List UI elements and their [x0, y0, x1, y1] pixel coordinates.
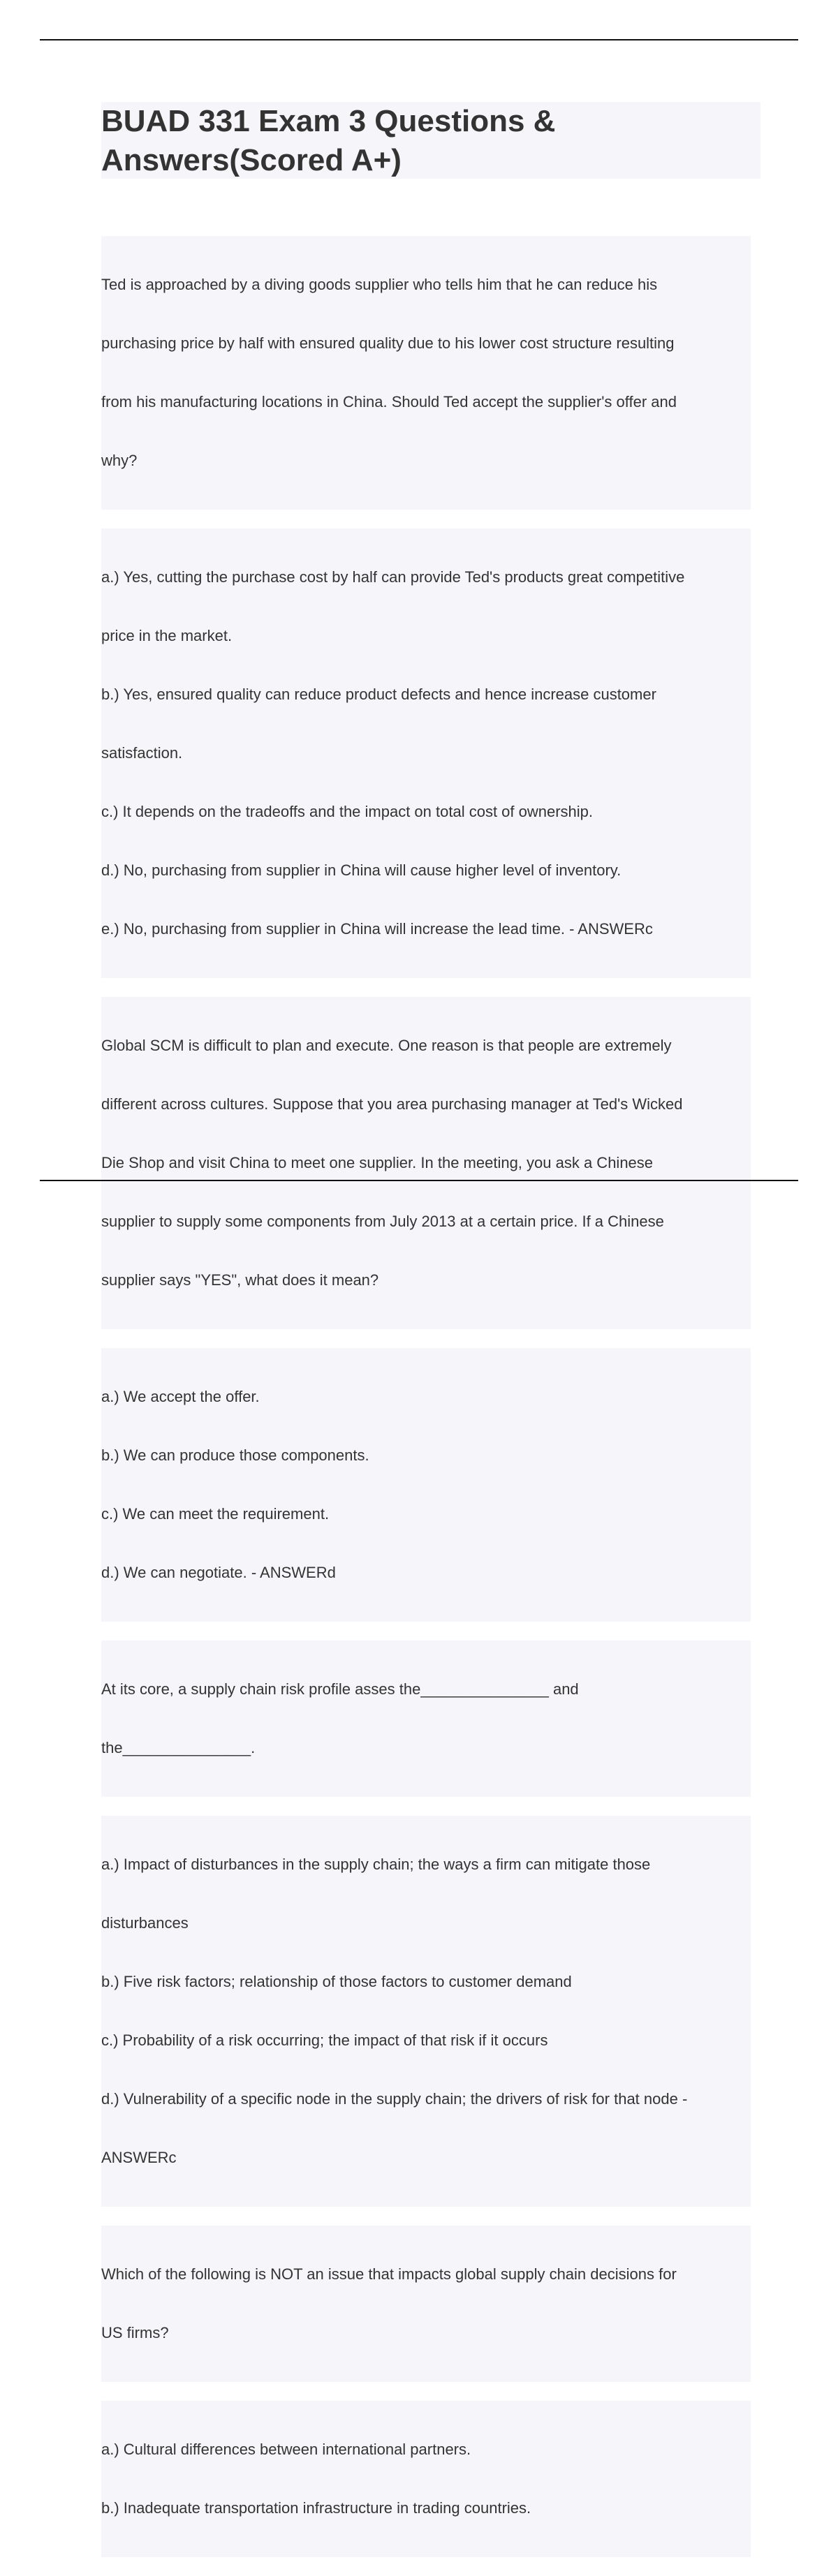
option-line: d.) We can negotiate. - ANSWERd — [101, 1564, 336, 1581]
option-line: ANSWERc — [101, 2149, 177, 2166]
prompt-line: why? — [101, 452, 138, 469]
question-3-options — [101, 1816, 751, 2207]
question-3 — [101, 1641, 751, 1797]
option-line: b.) Yes, ensured quality can reduce product defects and hence increase customer — [101, 686, 656, 703]
question-2 — [101, 997, 751, 1329]
option-line: b.) Five risk factors; relationship of those factors to customer demand — [101, 1973, 572, 1990]
title-line: BUAD 331 Exam 3 Questions & — [101, 104, 556, 138]
question-2-options — [101, 1348, 751, 1622]
option-line: satisfaction. — [101, 744, 183, 762]
question-prompt — [101, 2226, 751, 2382]
prompt-line: US firms? — [101, 2324, 169, 2341]
option-line: a.) Cultural differences between international partners. — [101, 2441, 471, 2458]
option-line: a.) Impact of disturbances in the supply chain; the ways a firm can mitigate those — [101, 1856, 651, 1873]
option-line: d.) No, purchasing from supplier in China will cause higher level of inventory. — [101, 861, 622, 879]
option-line: d.) Vulnerability of a specific node in the supply chain; the drivers of risk for that node - — [101, 2090, 688, 2108]
question-prompt — [101, 236, 751, 510]
answer-options — [101, 1348, 751, 1622]
title-line: Answers(Scored A+) — [101, 143, 402, 177]
option-line: disturbances — [101, 1914, 189, 1932]
option-line: c.) It depends on the tradeoffs and the impact on total cost of ownership. — [101, 803, 594, 820]
prompt-line: purchasing price by half with ensured quality due to his lower cost structure resulting — [101, 334, 675, 352]
option-line: a.) We accept the offer. — [101, 1388, 260, 1405]
prompt-line: different across cultures. Suppose that you area purchasing manager at Ted's Wicked — [101, 1095, 683, 1113]
option-line: b.) Inadequate transportation infrastructure in trading countries. — [101, 2499, 531, 2517]
option-line: c.) We can meet the requirement. — [101, 1505, 330, 1523]
prompt-line: supplier says "YES", what does it mean? — [101, 1271, 379, 1289]
question-1-options — [101, 528, 751, 978]
question-4 — [101, 2226, 751, 2382]
document-title — [101, 102, 760, 180]
answer-options — [101, 2401, 751, 2557]
prompt-line: supplier to supply some components from July 2013 at a certain price. If a Chinese — [101, 1213, 664, 1230]
option-line: e.) No, purchasing from supplier in China will increase the lead time. - ANSWERc — [101, 920, 653, 938]
prompt-line: Which of the following is NOT an issue that impacts global supply chain decisions for — [101, 2265, 677, 2283]
option-line: c.) Probability of a risk occurring; the impact of that risk if it occurs — [101, 2031, 548, 2049]
answer-options — [101, 1816, 751, 2207]
question-prompt — [101, 997, 751, 1329]
prompt-line: At its core, a supply chain risk profile asses the_______________ and — [101, 1680, 579, 1698]
prompt-line: the_______________. — [101, 1739, 256, 1756]
answer-options — [101, 528, 751, 978]
top-rule — [40, 39, 798, 40]
title-box — [101, 102, 760, 179]
question-4-options — [101, 2401, 751, 2557]
question-prompt — [101, 1641, 751, 1797]
option-line: a.) Yes, cutting the purchase cost by half can provide Ted's products great competitive — [101, 568, 685, 586]
option-line: price in the market. — [101, 627, 233, 644]
document-body — [101, 236, 751, 2576]
prompt-line: Global SCM is difficult to plan and execute. One reason is that people are extremely — [101, 1037, 672, 1054]
option-line: b.) We can produce those components. — [101, 1446, 369, 1464]
prompt-line: Die Shop and visit China to meet one supplier. In the meeting, you ask a Chinese — [101, 1154, 654, 1171]
question-1 — [101, 236, 751, 510]
bottom-rule — [40, 1180, 798, 1181]
prompt-line: from his manufacturing locations in China. Should Ted accept the supplier's offer and — [101, 393, 677, 410]
prompt-line: Ted is approached by a diving goods supplier who tells him that he can reduce his — [101, 276, 658, 293]
